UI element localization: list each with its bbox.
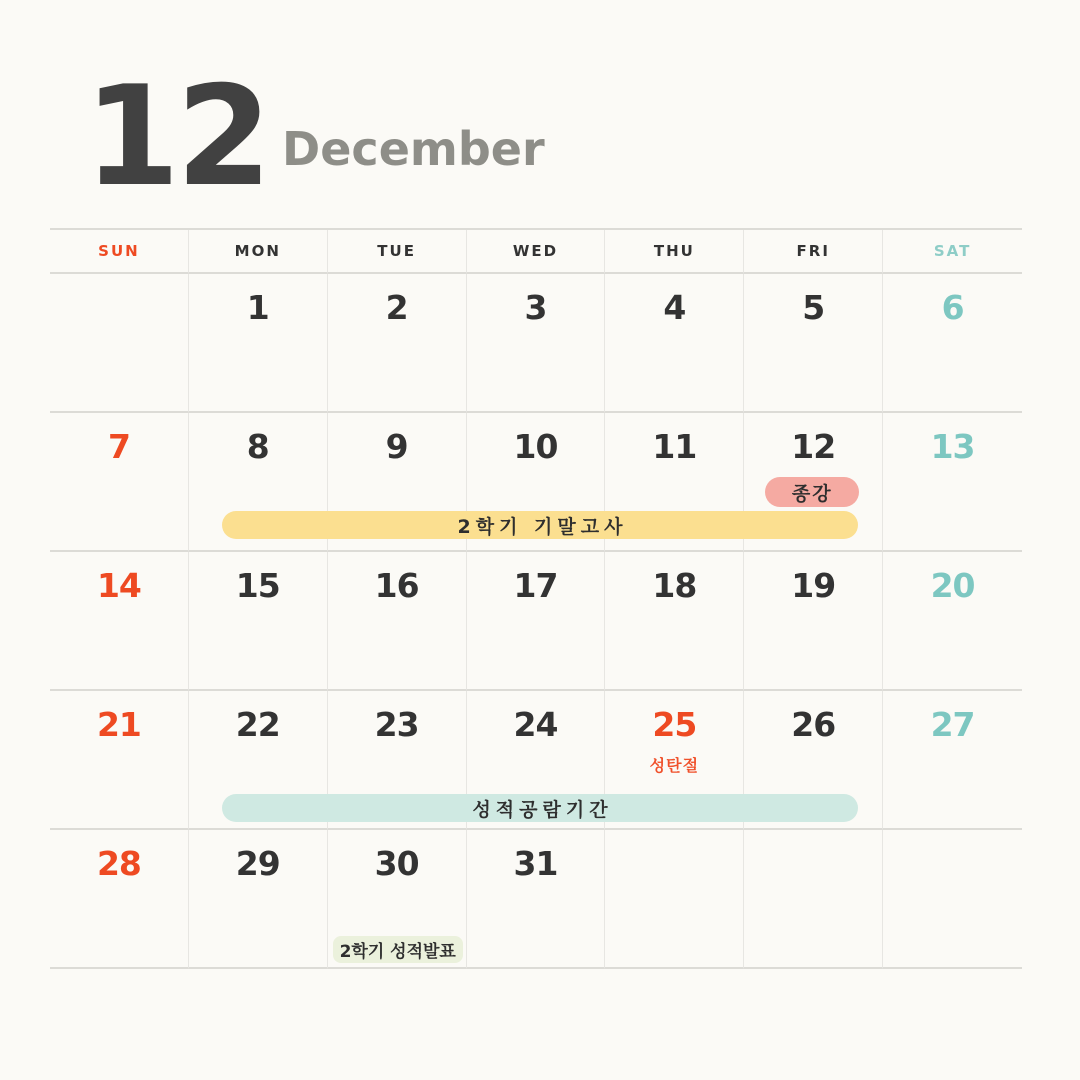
day-number: 15: [235, 566, 280, 605]
day-cell-31: [467, 830, 606, 969]
day-number: 23: [374, 705, 419, 744]
day-cell-4: [605, 274, 744, 413]
weekday-thu: THU: [605, 230, 744, 274]
event-grade-view-banner: 성적공람기간: [222, 794, 858, 822]
day-number: 26: [791, 705, 836, 744]
day-cell-27: [883, 691, 1022, 830]
day-cell-17: [467, 552, 606, 691]
event-final-exam-banner: 2학기 기말고사: [222, 511, 858, 539]
day-number: 18: [652, 566, 697, 605]
day-number: 16: [374, 566, 419, 605]
day-cell-19: [744, 552, 883, 691]
day-number: 1: [246, 288, 269, 327]
day-number: 21: [96, 705, 141, 744]
event-grade-announcement-badge: 2학기 성적발표: [333, 936, 463, 963]
day-cell-empty: [744, 830, 883, 969]
day-number: 10: [513, 427, 558, 466]
day-number: 8: [246, 427, 269, 466]
day-cell-3: [467, 274, 606, 413]
day-number: 6: [941, 288, 964, 327]
day-cell-6: [883, 274, 1022, 413]
day-number: 3: [524, 288, 547, 327]
month-name: December: [282, 122, 545, 176]
day-number: 7: [107, 427, 130, 466]
event-end-of-semester-badge: 종강: [765, 477, 859, 507]
day-cell-21: [50, 691, 189, 830]
day-number: 24: [513, 705, 558, 744]
day-cell-empty: [883, 830, 1022, 969]
day-number: 4: [663, 288, 686, 327]
day-number: 31: [513, 844, 558, 883]
day-cell-7: [50, 413, 189, 552]
day-number: 17: [513, 566, 558, 605]
day-number: 12: [791, 427, 836, 466]
day-cell-29: [189, 830, 328, 969]
day-cell-1: [189, 274, 328, 413]
day-number: 9: [385, 427, 408, 466]
day-number: 29: [235, 844, 280, 883]
day-number: 5: [802, 288, 825, 327]
weekday-sat: SAT: [883, 230, 1022, 274]
weekday-fri: FRI: [744, 230, 883, 274]
day-number: 14: [96, 566, 141, 605]
day-cell-20: [883, 552, 1022, 691]
month-number: 12: [84, 56, 269, 217]
day-number: 28: [96, 844, 141, 883]
day-cell-15: [189, 552, 328, 691]
weekday-mon: MON: [189, 230, 328, 274]
day-number: 2: [385, 288, 408, 327]
day-cell-14: [50, 552, 189, 691]
day-number: 11: [652, 427, 697, 466]
day-cell-2: [328, 274, 467, 413]
day-number: 27: [930, 705, 975, 744]
day-cell-13: [883, 413, 1022, 552]
day-number: 13: [930, 427, 975, 466]
day-number: 30: [374, 844, 419, 883]
day-cell-empty: [605, 830, 744, 969]
day-cell-5: [744, 274, 883, 413]
weekday-wed: WED: [467, 230, 606, 274]
day-cell-28: [50, 830, 189, 969]
day-cell-16: [328, 552, 467, 691]
day-number: 19: [791, 566, 836, 605]
weekday-sun: SUN: [50, 230, 189, 274]
event-christmas-label: 성탄절: [649, 756, 700, 775]
day-number: 25: [652, 705, 697, 744]
weekday-tue: TUE: [328, 230, 467, 274]
calendar-title: [84, 56, 545, 217]
day-cell-18: [605, 552, 744, 691]
day-number: 20: [930, 566, 975, 605]
day-cell-30: [328, 830, 467, 969]
day-cell-empty: [50, 274, 189, 413]
day-number: 22: [235, 705, 280, 744]
calendar-grid: [50, 228, 1022, 969]
